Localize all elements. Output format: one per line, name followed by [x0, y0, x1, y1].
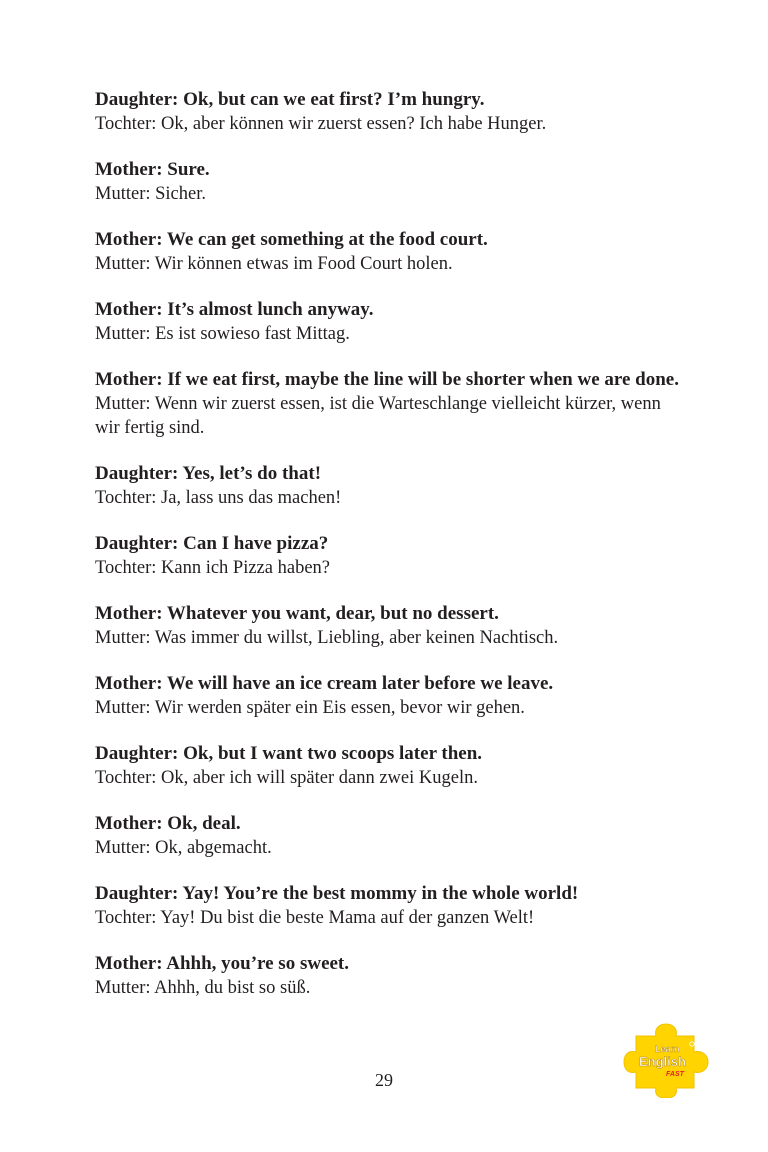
german-line: Tochter: Yay! Du bist die beste Mama auf der ganzen Welt! [95, 908, 535, 928]
dialogue-list [95, 88, 680, 1022]
german-line: Mutter: Was immer du willst, Liebling, aber keinen Nachtisch. [95, 628, 559, 648]
german-line: Mutter: Es ist sowieso fast Mittag. [95, 324, 350, 344]
german-line: Tochter: Kann ich Pizza haben? [95, 558, 330, 578]
dialogue-entry [95, 462, 680, 510]
german-line: Tochter: Ok, aber können wir zuerst essen? Ich habe Hunger. [95, 114, 547, 134]
dialogue-entry [95, 532, 680, 580]
german-line: Mutter: Wir können etwas im Food Court holen. [95, 254, 453, 274]
learn-english-fast-logo [622, 1022, 710, 1098]
dialogue-entry [95, 228, 680, 276]
dialogue-entry [95, 952, 680, 1000]
dialogue-entry [95, 742, 680, 790]
german-line: Mutter: Ahhh, du bist so süß. [95, 978, 311, 998]
german-line: Mutter: Wenn wir zuerst essen, ist die Warteschlange vielleicht kürzer, wenn wir fertig sind. [95, 394, 661, 438]
english-line: Daughter: Yes, let’s do that! [95, 463, 322, 484]
english-line: Mother: If we eat first, maybe the line will be shorter when we are done. [95, 369, 679, 390]
puzzle-piece-icon [622, 1022, 710, 1098]
dialogue-entry [95, 882, 680, 930]
page-number: 29 [375, 1070, 393, 1090]
dialogue-entry [95, 602, 680, 650]
english-line: Mother: We can get something at the food court. [95, 229, 488, 250]
english-line: Daughter: Ok, but I want two scoops later then. [95, 743, 483, 764]
english-line: Mother: We will have an ice cream later before we leave. [95, 673, 554, 694]
english-line: Daughter: Yay! You’re the best mommy in the whole world! [95, 883, 579, 904]
dialogue-entry [95, 672, 680, 720]
english-line: Mother: It’s almost lunch anyway. [95, 299, 374, 320]
logo-line2: English [639, 1054, 686, 1069]
english-line: Mother: Whatever you want, dear, but no dessert. [95, 603, 499, 624]
dialogue-entry [95, 812, 680, 860]
dialogue-entry [95, 368, 680, 440]
german-line: Mutter: Sicher. [95, 184, 206, 204]
english-line: Daughter: Ok, but can we eat first? I’m hungry. [95, 89, 485, 110]
logo-line1: Learn [655, 1044, 680, 1054]
english-line: Mother: Ok, deal. [95, 813, 241, 834]
dialogue-entry [95, 298, 680, 346]
german-line: Tochter: Ja, lass uns das machen! [95, 488, 342, 508]
german-line: Mutter: Ok, abgemacht. [95, 838, 272, 858]
german-line: Mutter: Wir werden später ein Eis essen, bevor wir gehen. [95, 698, 525, 718]
dialogue-entry [95, 158, 680, 206]
logo-line3: FAST [666, 1071, 684, 1078]
english-line: Mother: Ahhh, you’re so sweet. [95, 953, 350, 974]
german-line: Tochter: Ok, aber ich will später dann zwei Kugeln. [95, 768, 478, 788]
english-line: Mother: Sure. [95, 159, 210, 180]
dialogue-entry [95, 88, 680, 136]
english-line: Daughter: Can I have pizza? [95, 533, 329, 554]
